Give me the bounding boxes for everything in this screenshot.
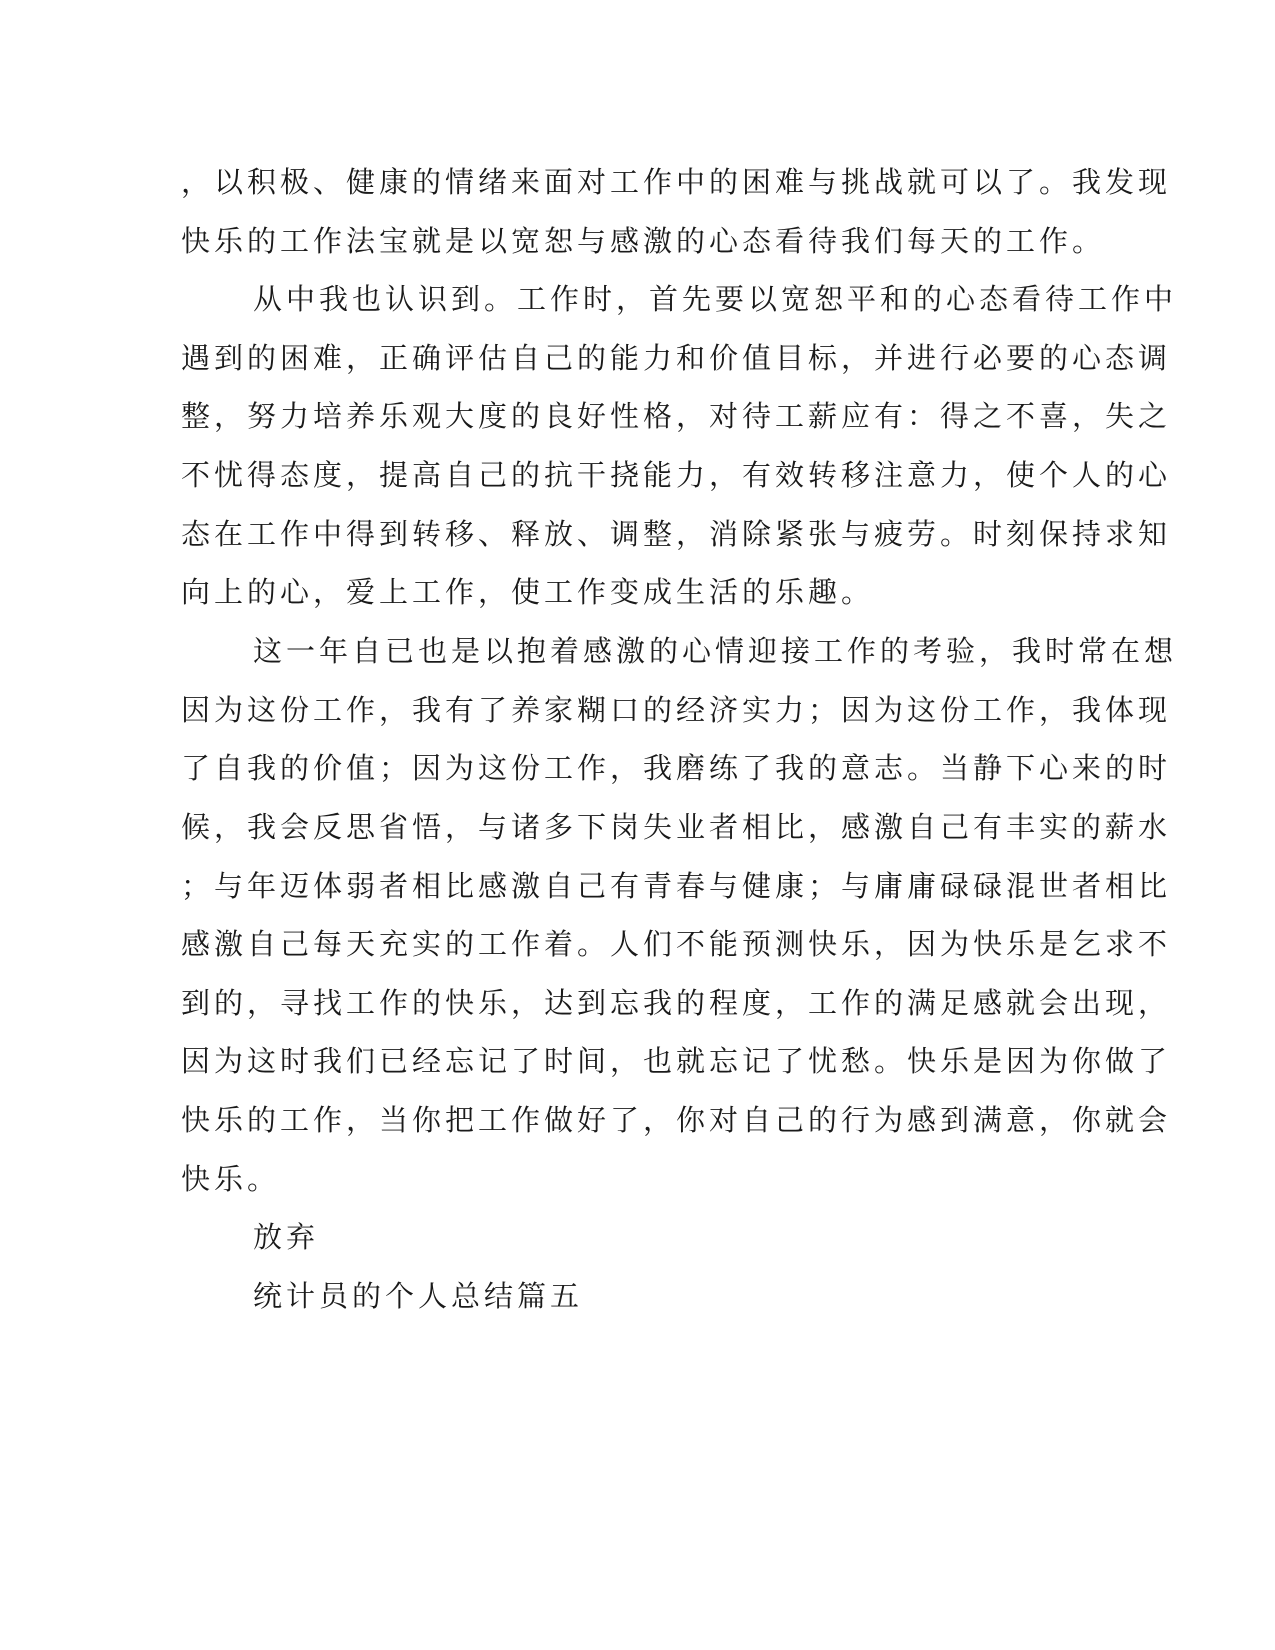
- body-text-line: 快乐的工作法宝就是以宽恕与感激的心态看待我们每天的工作。: [181, 224, 1106, 258]
- body-text-line: 候，我会反思省悟，与诸多下岗失业者相比，感激自己有丰实的薪水: [181, 810, 1172, 844]
- body-text-line: ；与年迈体弱者相比感激自己有青春与健康；与庸庸碌碌混世者相比: [181, 869, 1172, 903]
- body-text-line: 了自我的价值；因为这份工作，我磨练了我的意志。当静下心来的时: [181, 751, 1172, 785]
- body-text-line: 快乐。: [181, 1162, 281, 1196]
- body-text-line: 整，努力培养乐观大度的良好性格，对待工薪应有：得之不喜，失之: [181, 399, 1172, 433]
- paragraph-first-line: 这一年自已也是以抱着感激的心情迎接工作的考验，我时常在想: [253, 634, 1178, 668]
- body-text-line: 不忧得态度，提高自己的抗干挠能力，有效转移注意力，使个人的心: [181, 458, 1172, 492]
- body-text-line: 遇到的困难，正确评估自己的能力和价值目标，并进行必要的心态调: [181, 341, 1172, 375]
- paragraph-first-line: 从中我也认识到。工作时，首先要以宽恕平和的心态看待工作中: [253, 282, 1178, 316]
- body-text-line: 感激自己每天充实的工作着。人们不能预测快乐，因为快乐是乞求不: [181, 927, 1172, 961]
- section-heading: 统计员的个人总结篇五: [253, 1279, 584, 1313]
- body-text-line: 因为这时我们已经忘记了时间，也就忘记了忧愁。快乐是因为你做了: [181, 1044, 1172, 1078]
- body-text-line: 快乐的工作，当你把工作做好了，你对自己的行为感到满意，你就会: [181, 1103, 1172, 1137]
- body-text-line: 因为这份工作，我有了养家糊口的经济实力；因为这份工作，我体现: [181, 693, 1172, 727]
- body-text-line: 态在工作中得到转移、释放、调整，消除紧张与疲劳。时刻保持求知: [181, 517, 1172, 551]
- body-text-line: 向上的心，爱上工作，使工作变成生活的乐趣。: [181, 575, 875, 609]
- body-text-line: ，以积极、健康的情绪来面对工作中的困难与挑战就可以了。我发现: [181, 165, 1172, 199]
- section-label: 放弃: [253, 1220, 320, 1254]
- body-text-line: 到的，寻找工作的快乐，达到忘我的程度，工作的满足感就会出现，: [181, 986, 1172, 1020]
